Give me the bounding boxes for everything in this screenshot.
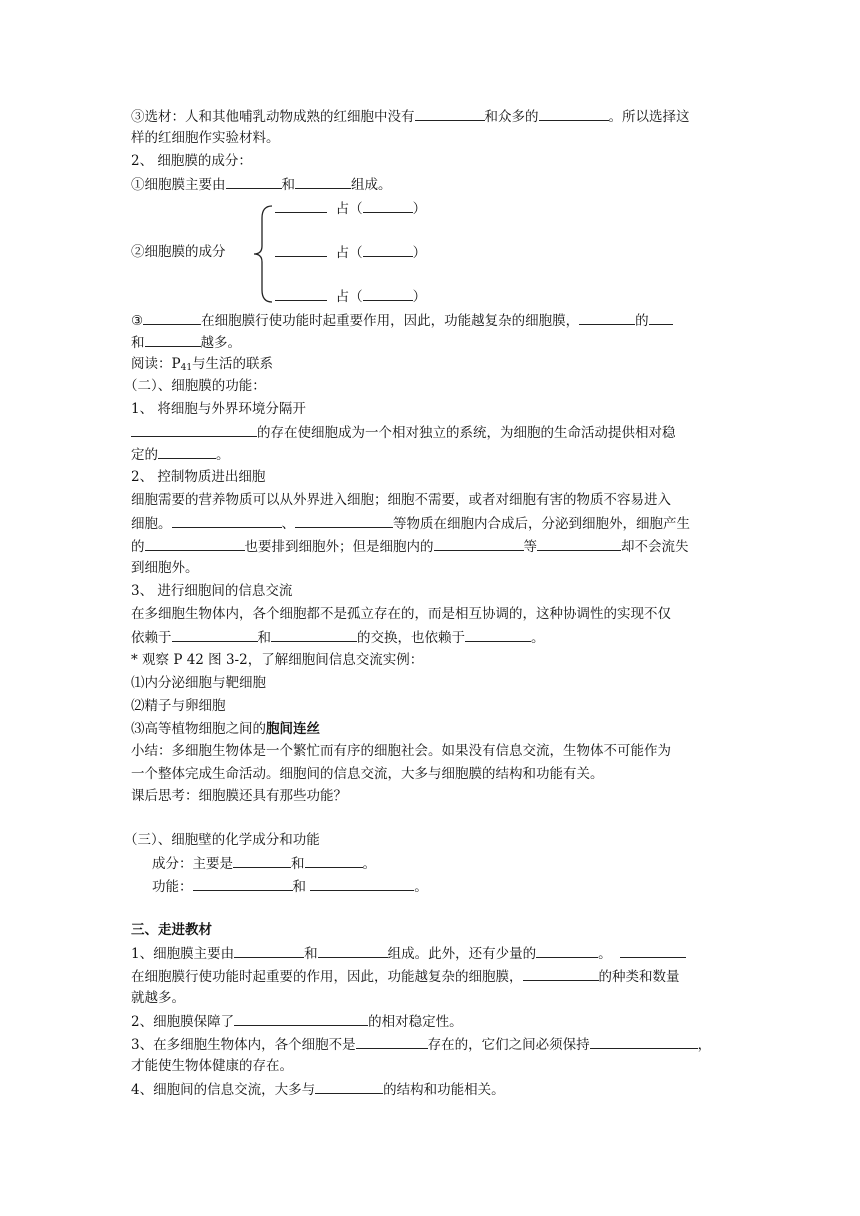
answer-blank[interactable]: [275, 242, 327, 257]
example-2: ⑵精子与卵细胞: [131, 698, 226, 714]
answer-blank[interactable]: [415, 106, 485, 121]
answer-blank[interactable]: [318, 943, 388, 958]
textbook-line-3: 就越多。: [131, 990, 185, 1006]
answer-blank[interactable]: [271, 627, 357, 642]
answer-blank[interactable]: [145, 536, 245, 551]
line-function-2b: 细胞。 、 等物质在细胞内合成后，分泌到细胞外，细胞产生: [131, 513, 690, 534]
answer-blank[interactable]: [579, 310, 635, 325]
textbook-line-2: 在细胞膜行使功能时起重要的作用，因此，功能越复杂的细胞膜， 的种类和数量: [131, 966, 680, 987]
function-item-3: 3、 进行细胞间的信息交流: [131, 583, 293, 599]
line-material-selection-cont: 样的红细胞作实验材料。: [131, 130, 280, 146]
line-material-selection: ③选材：人和其他哺乳动物成熟的红细胞中没有 和众多的 。所以选择这: [131, 106, 690, 127]
textbook-line-6: 才能使生物体健康的存在。: [131, 1058, 293, 1074]
answer-blank[interactable]: [233, 853, 291, 868]
answer-blank[interactable]: [537, 536, 621, 551]
line-function-3b: 依赖于 和 的交换，也依赖于 。: [131, 627, 545, 648]
answer-blank[interactable]: [158, 444, 216, 459]
answer-blank[interactable]: [649, 310, 673, 325]
answer-blank[interactable]: [620, 943, 686, 958]
line-function-2d: 到细胞外。: [131, 560, 199, 576]
section-heading: 三、走进教材: [131, 922, 212, 938]
answer-blank[interactable]: [363, 286, 413, 301]
component-row: 占（ ）: [275, 198, 426, 219]
answer-blank[interactable]: [226, 174, 282, 189]
example-1: ⑴内分泌细胞与靶细胞: [131, 675, 266, 691]
section-heading: 2、 细胞膜的成分：: [131, 153, 252, 169]
component-row: 占（ ）: [275, 286, 426, 307]
answer-blank[interactable]: [356, 1034, 428, 1049]
textbook-line-1: 1、细胞膜主要由 和 组成。此外，还有少量的 。: [131, 943, 686, 964]
answer-blank[interactable]: [193, 876, 293, 891]
answer-blank[interactable]: [295, 513, 393, 528]
answer-blank[interactable]: [536, 943, 598, 958]
line-function-1-cont: 定的 。: [131, 444, 230, 465]
answer-blank[interactable]: [275, 286, 327, 301]
example-3: ⑶高等植物细胞之间的胞间连丝: [131, 721, 320, 737]
answer-blank[interactable]: [234, 943, 304, 958]
answer-blank[interactable]: [172, 513, 282, 528]
line-function-3a: 在多细胞生物体内，各个细胞都不是孤立存在的，而是相互协调的，这种协调性的实现不仅: [131, 606, 671, 622]
answer-blank[interactable]: [131, 422, 257, 437]
line-wall-components: 成分：主要是 和 。: [152, 853, 376, 874]
answer-blank[interactable]: [539, 106, 609, 121]
line-function-2c: 的 也要排到细胞外；但是细胞内的 等 却不会流失: [131, 536, 689, 557]
textbook-line-4: 2、细胞膜保障了 的相对稳定性。: [131, 1011, 463, 1032]
line-wall-function: 功能： 和 。: [152, 876, 428, 897]
component-row: 占（ ）: [275, 242, 426, 263]
answer-blank[interactable]: [295, 174, 351, 189]
textbook-line-7: 4、细胞间的信息交流，大多与 的结构和功能相关。: [131, 1079, 505, 1100]
answer-blank[interactable]: [363, 198, 413, 213]
summary-line-1: 小结：多细胞生物体是一个繁忙而有序的细胞社会。如果没有信息交流，生物体不可能作为: [131, 743, 671, 759]
curly-brace-icon: [252, 204, 276, 304]
observation-note: * 观察 P 42 图 3-2，了解细胞间信息交流实例：: [131, 652, 424, 668]
label-membrane-components: ②细胞膜的成分: [131, 244, 226, 260]
summary-line-2: 一个整体完成生命活动。细胞间的信息交流，大多与细胞膜的结构和功能有关。: [131, 766, 604, 782]
line-protein-function-cont: 和 越多。: [131, 332, 241, 353]
answer-blank[interactable]: [465, 627, 531, 642]
line-function-2a: 细胞需要的营养物质可以从外界进入细胞；细胞不需要，或者对细胞有害的物质不容易进入: [131, 492, 671, 508]
textbook-line-5: 3、在多细胞生物体内，各个细胞不是 存在的，它们之间必须保持 ，: [131, 1034, 711, 1055]
answer-blank[interactable]: [145, 332, 201, 347]
line-membrane-main: ①细胞膜主要由 和 组成。: [131, 174, 392, 195]
answer-blank[interactable]: [275, 198, 327, 213]
after-class-question: 课后思考：细胞膜还具有那些功能？: [131, 788, 347, 804]
answer-blank[interactable]: [523, 966, 599, 981]
section-heading: （二）、细胞膜的功能：: [124, 378, 266, 394]
answer-blank[interactable]: [305, 853, 363, 868]
answer-blank[interactable]: [363, 242, 413, 257]
line-function-1: 的存在使细胞成为一个相对独立的系统，为细胞的生命活动提供相对稳: [131, 422, 676, 443]
answer-blank[interactable]: [172, 627, 258, 642]
answer-blank[interactable]: [315, 1079, 383, 1094]
function-item-2: 2、 控制物质进出细胞: [131, 469, 266, 485]
answer-blank[interactable]: [310, 876, 414, 891]
answer-blank[interactable]: [234, 1011, 368, 1026]
line-protein-function: ③ 在细胞膜行使功能时起重要作用，因此，功能越复杂的细胞膜， 的: [131, 310, 673, 331]
function-item-1: 1、 将细胞与外界环境分隔开: [131, 401, 306, 417]
answer-blank[interactable]: [434, 536, 524, 551]
answer-blank[interactable]: [143, 310, 201, 325]
section-heading: （三）、细胞壁的化学成分和功能: [124, 832, 320, 848]
reading-note: 阅读：$P_{41}$与生活的联系: [131, 356, 274, 373]
answer-blank[interactable]: [590, 1034, 698, 1049]
